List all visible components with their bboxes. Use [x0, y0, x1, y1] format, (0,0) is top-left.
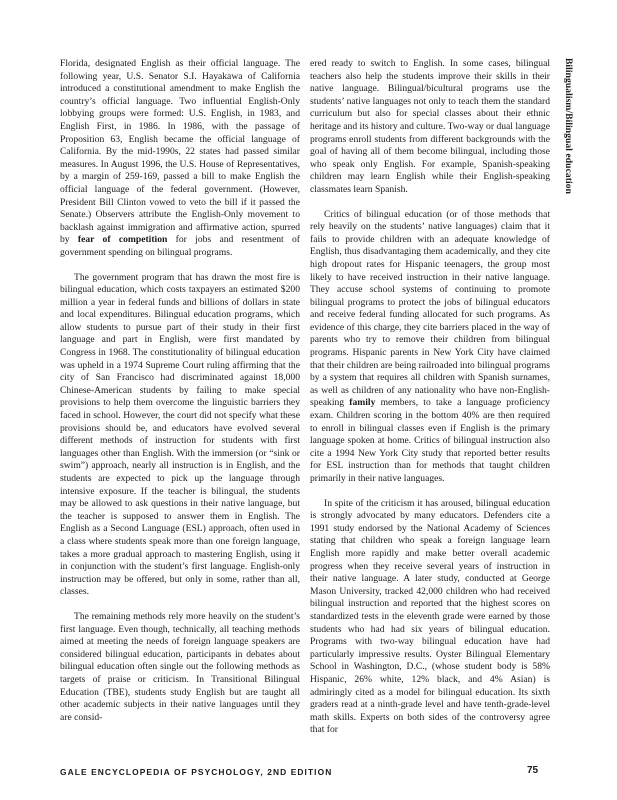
paragraph-text: members, to take a language proficiency exam. Children scoring in the bottom 40% are then required to enroll in bilingual classes even if English is the primary language spoken at home. Critics of bilingual instruction also cite a 1994 New York City study that reported better results for ESL instruction than for methods that taught children primarily in their native languages. [310, 397, 550, 484]
left-column [60, 58, 300, 724]
footer-title: GALE ENCYCLOPEDIA OF PSYCHOLOGY, 2ND EDITION [60, 767, 333, 777]
bold-term: family [349, 397, 376, 409]
paragraph: In spite of the criticism it has aroused, bilingual education is strongly advocated by many educators. Defenders cite a 1991 study endorsed by the National Academy of Sciences stating that children who speak a foreign language learn English more rapidly and make better overall academic progress when they receive several years of instruction in their native language. A later study, conducted at George Mason University, tracked 42,000 children who had received bilingual instruction and reported that the highest scores on standardized tests in the eleventh grade were earned by those students who had had six years of bilingual education. Programs with two-way bilingual education have had particularly impressive results. Oyster Bilingual Elementary School in Washington, D.C., (whose student body is 58% Hispanic, 26% white, 12% black, and 4% Asian) is admiringly cited as a model for bilingual education. Its sixth graders read at a ninth-grade level and have tenth-grade-level math skills. Experts on both sides of the controversy agree that for [310, 497, 550, 736]
bold-term: fear of competition [77, 234, 168, 246]
paragraph [60, 58, 300, 260]
paragraph: ered ready to switch to English. In some cases, bilingual teachers also help the students improve their skills in their native language. Bilingual/bicultural programs use the students’ native languages not only to teach them the standard curriculum but also for special classes about their ethnic heritage and its history and culture. Two-way or dual language programs enroll students from different backgrounds with the goal of having all of them become bilingual, including those who speak only English. For example, Spanish-speaking children may learn English while their English-speaking classmates learn Spanish. [310, 58, 550, 195]
right-column [310, 58, 550, 737]
paragraph: The remaining methods rely more heavily on the student’s first language. Even though, technically, all teaching methods aimed at meeting the needs of foreign language speakers are considered bilingual education, participants in debates about bilingual education often single out the following methods as targets of praise or criticism. In Transitional Bilingual Education (TBE), students study English but are taught all other academic subjects in their native languages until they are consid- [60, 610, 300, 723]
page-number: 75 [527, 765, 539, 776]
paragraph-text: Florida, designated English as their official language. The following year, U.S. Senator S.I. Hayakawa of California introduced a constitutional amendment to make English the country’s official language. Two influential English-Only lobbying groups were formed: U.S. English, in 1983, and English First, in 1986. In 1986, with the passage of Proposition 63, English became the official language of California. By the mid-1990s, 22 states had passed similar measures. In August 1996, the U.S. House of Representatives, by a margin of 259-169, passed a bill to make English the official language of the federal government. (However, President Bill Clinton vowed to veto the bill if it passed the Senate.) Observers attribute the English-Only movement to backlash against immigration and affirmative action, spurred by [60, 58, 300, 246]
paragraph [310, 209, 550, 486]
paragraph-text: for jobs and resentment of government spending on bilingual programs. [60, 234, 300, 258]
paragraph: The government program that has drawn the most fire is bilingual education, which costs taxpayers an estimated $200 million a year in federal funds and billions of dollars in state and local expenditures. Bilingual education programs, which allow students to pursue part of their study in their first language and part in English, were first mandated by Congress in 1968. The constitutionality of bilingual education was upheld in a 1974 Supreme Court ruling affirming that the city of San Francisco had discriminated against 18,000 Chinese-American students by failing to make special provisions to help them overcome the linguistic barriers they faced in school. However, the court did not specify what these provisions should be, and educators have evolved several different methods of instruction for students with first languages other than English. With the immersion (or “sink or swim”) approach, nearly all instruction is in English, and the students are expected to pick up the language through intensive exposure. If the teacher is bilingual, the students may be allowed to ask questions in their native language, but the teacher is supposed to answer them in English. The English as a Second Language (ESL) approach, often used in a class where students speak more than one foreign language, takes a more gradual approach to mastering English, using it in conjunction with the student’s first language. English-only instruction may be offered, but only in some, rather than all, classes. [60, 271, 300, 598]
paragraph-text: Critics of bilingual education (or of those methods that rely heavily on the students’ native languages) claim that it fails to provide children with an adequate knowledge of English, thus disadvantaging them academically, and they cite high dropout rates for Hispanic teenagers, the group most likely to have received instruction in their native language. They accuse school systems of continuing to promote bilingual programs to protect the jobs of bilingual educators and receive federal funding allocated for such programs. As evidence of this charge, they cite barriers placed in the way of parents who try to remove their children from bilingual programs. Hispanic parents in New York City have claimed that their children are being railroaded into bilingual programs by a system that requires all children with Spanish surnames, as well as children of any nationality who have non-English-speaking [310, 208, 550, 409]
running-head-side-label: Bilingualism/Bilingual education [563, 58, 573, 194]
